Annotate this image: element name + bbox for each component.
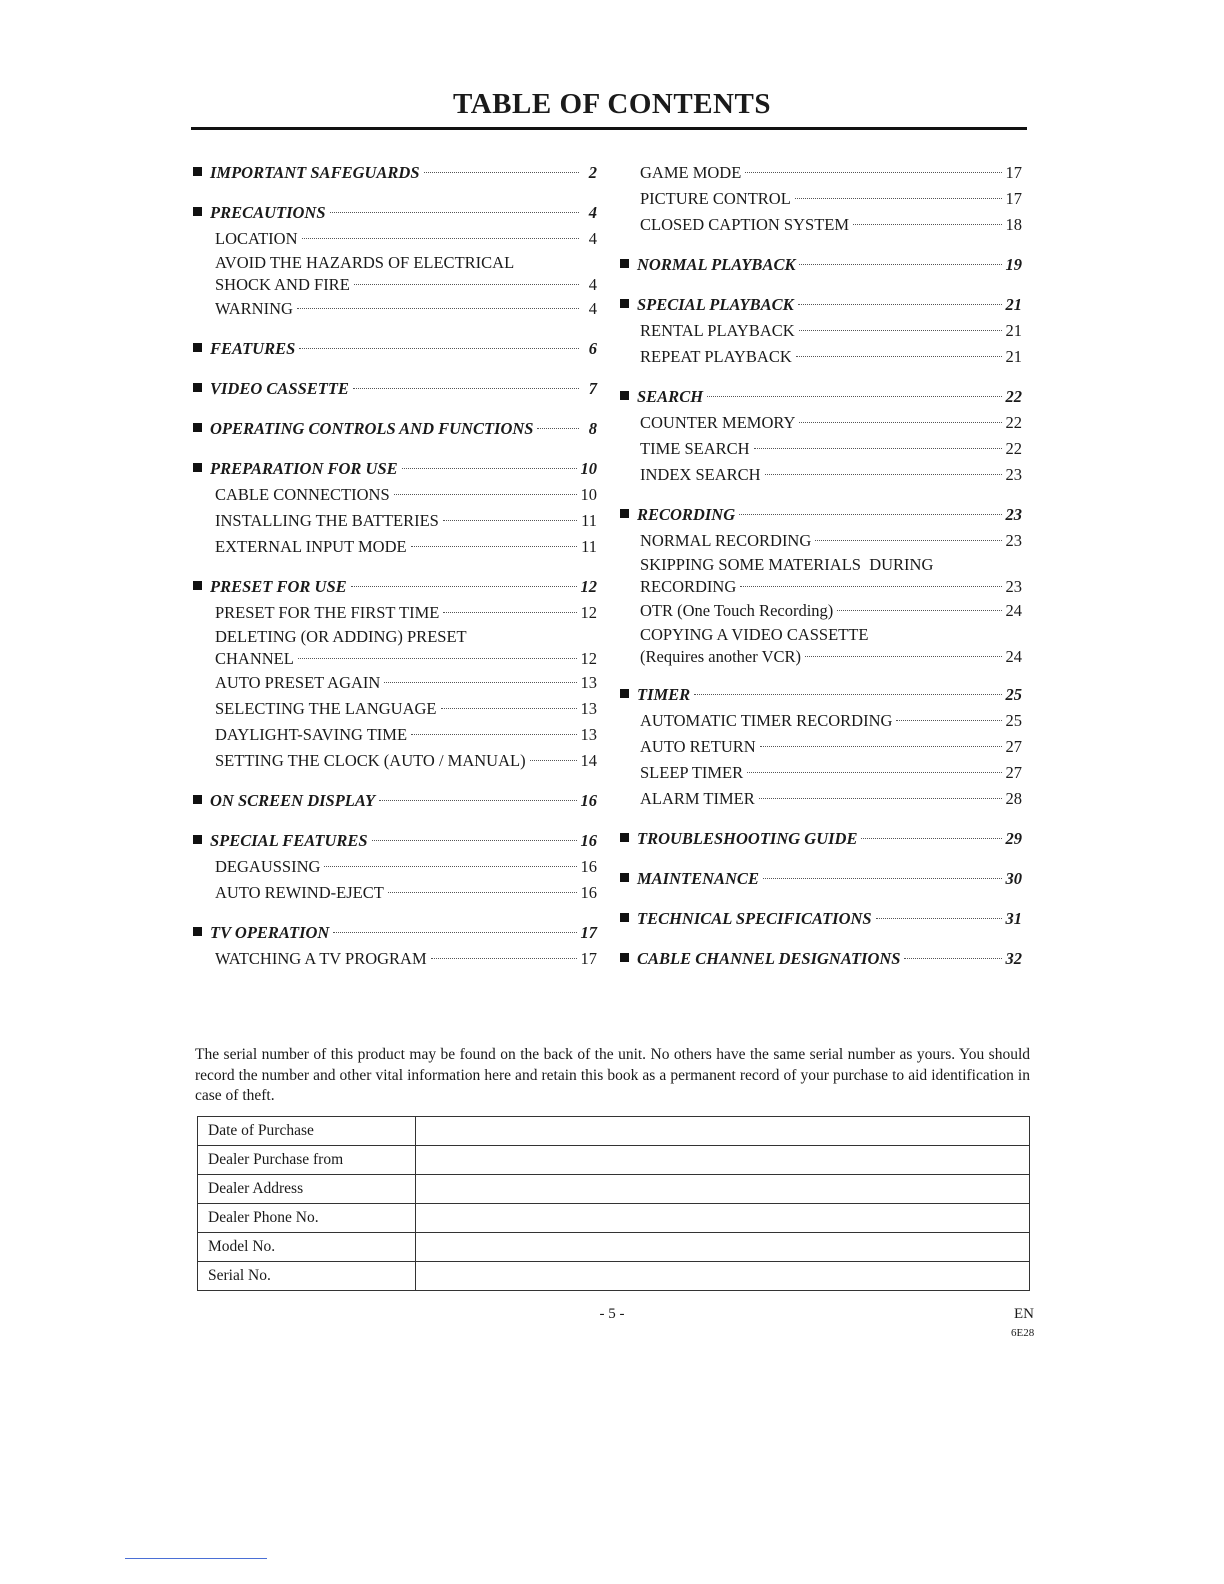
record-label: Serial No. <box>198 1262 416 1291</box>
toc-right-column <box>620 160 1022 972</box>
record-value-field[interactable] <box>416 1146 1030 1175</box>
toc-section-preset[interactable]: PRESET FOR USE 12 <box>193 574 597 600</box>
toc-item-watching-tv[interactable]: WATCHING A TV PROGRAM 17 <box>215 949 597 968</box>
toc-item-daylight-saving[interactable]: DAYLIGHT-SAVING TIME 13 <box>215 725 597 744</box>
title-rule <box>191 127 1027 130</box>
toc-section-operating-controls[interactable]: OPERATING CONTROLS AND FUNCTIONS 8 <box>193 416 597 442</box>
toc-item-counter-memory[interactable]: COUNTER MEMORY 22 <box>640 413 1022 432</box>
toc-item-external-input[interactable]: EXTERNAL INPUT MODE 11 <box>215 537 597 556</box>
square-bullet-icon <box>620 259 629 268</box>
bottom-divider <box>125 1558 267 1559</box>
toc-section-normal-playback[interactable]: NORMAL PLAYBACK 19 <box>620 252 1022 278</box>
record-value-field[interactable] <box>416 1233 1030 1262</box>
record-label: Date of Purchase <box>198 1117 416 1146</box>
language-code: EN <box>1014 1306 1034 1322</box>
toc-section-maintenance[interactable]: MAINTENANCE 30 <box>620 866 1022 892</box>
square-bullet-icon <box>193 343 202 352</box>
toc-item-location[interactable]: LOCATION 4 <box>215 229 597 248</box>
table-row <box>198 1262 1030 1291</box>
toc-section-tv-operation[interactable]: TV OPERATION 17 <box>193 920 597 946</box>
toc-item-index-search[interactable]: INDEX SEARCH 23 <box>640 465 1022 484</box>
toc-section-recording[interactable]: RECORDING 23 <box>620 502 1022 528</box>
record-label: Dealer Phone No. <box>198 1204 416 1233</box>
page-title: TABLE OF CONTENTS <box>453 88 771 120</box>
toc-section-technical-specs[interactable]: TECHNICAL SPECIFICATIONS 31 <box>620 906 1022 932</box>
square-bullet-icon <box>193 835 202 844</box>
square-bullet-icon <box>620 873 629 882</box>
table-row <box>198 1146 1030 1175</box>
purchase-record-table <box>197 1116 1030 1291</box>
toc-item-normal-recording[interactable]: NORMAL RECORDING 23 <box>640 531 1022 550</box>
toc-item-rental-playback[interactable]: RENTAL PLAYBACK 21 <box>640 321 1022 340</box>
toc-section-special-features[interactable]: SPECIAL FEATURES 16 <box>193 828 597 854</box>
toc-item-preset-first-time[interactable]: PRESET FOR THE FIRST TIME 12 <box>215 603 597 622</box>
toc-item-automatic-timer[interactable]: AUTOMATIC TIMER RECORDING 25 <box>640 711 1022 730</box>
record-label: Dealer Purchase from <box>198 1146 416 1175</box>
toc-item-auto-return[interactable]: AUTO RETURN 27 <box>640 737 1022 756</box>
toc-item-language[interactable]: SELECTING THE LANGUAGE 13 <box>215 699 597 718</box>
square-bullet-icon <box>620 833 629 842</box>
square-bullet-icon <box>193 581 202 590</box>
toc-section-timer[interactable]: TIMER 25 <box>620 682 1022 708</box>
toc-section-troubleshooting[interactable]: TROUBLESHOOTING GUIDE 29 <box>620 826 1022 852</box>
toc-section-precautions[interactable]: PRECAUTIONS 4 <box>193 200 597 226</box>
record-value-field[interactable] <box>416 1117 1030 1146</box>
square-bullet-icon <box>620 913 629 922</box>
toc-item-cable-connections[interactable]: CABLE CONNECTIONS 10 <box>215 485 597 504</box>
square-bullet-icon <box>193 795 202 804</box>
square-bullet-icon <box>193 383 202 392</box>
toc-section-features[interactable]: FEATURES 6 <box>193 336 597 362</box>
record-label: Model No. <box>198 1233 416 1262</box>
toc-item-degaussing[interactable]: DEGAUSSING 16 <box>215 857 597 876</box>
square-bullet-icon <box>620 689 629 698</box>
toc-item-auto-preset[interactable]: AUTO PRESET AGAIN 13 <box>215 673 597 692</box>
serial-number-note: The serial number of this product may be found on the back of the unit. No others have the same serial number as yours. You should record the number and other vital information here and retain this book as a permanent record of your purchase to aid identification in case of theft. <box>195 1046 1030 1104</box>
toc-item-otr[interactable]: OTR (One Touch Recording) 24 <box>640 601 1022 620</box>
toc-item-closed-caption[interactable]: CLOSED CAPTION SYSTEM 18 <box>640 215 1022 234</box>
record-value-field[interactable] <box>416 1175 1030 1204</box>
square-bullet-icon <box>193 463 202 472</box>
record-value-field[interactable] <box>416 1204 1030 1233</box>
toc-item-deleting-preset[interactable]: DELETING (OR ADDING) PRESET CHANNEL 12 <box>215 627 597 668</box>
toc-section-preparation[interactable]: PREPARATION FOR USE 10 <box>193 456 597 482</box>
toc-item-time-search[interactable]: TIME SEARCH 22 <box>640 439 1022 458</box>
toc-item-setting-clock[interactable]: SETTING THE CLOCK (AUTO / MANUAL) 14 <box>215 751 597 770</box>
toc-item-skipping-materials[interactable]: SKIPPING SOME MATERIALS DURING RECORDING 23 <box>640 555 1022 596</box>
toc-item-sleep-timer[interactable]: SLEEP TIMER 27 <box>640 763 1022 782</box>
square-bullet-icon <box>620 953 629 962</box>
toc-item-installing-batteries[interactable]: INSTALLING THE BATTERIES 11 <box>215 511 597 530</box>
toc-item-auto-rewind[interactable]: AUTO REWIND-EJECT 16 <box>215 883 597 902</box>
toc-left-column <box>193 160 597 972</box>
square-bullet-icon <box>193 927 202 936</box>
toc-item-repeat-playback[interactable]: REPEAT PLAYBACK 21 <box>640 347 1022 366</box>
toc-section-important-safeguards[interactable]: IMPORTANT SAFEGUARDS 2 <box>193 160 597 186</box>
toc-section-search[interactable]: SEARCH 22 <box>620 384 1022 410</box>
square-bullet-icon <box>193 207 202 216</box>
table-row <box>198 1117 1030 1146</box>
toc-item-alarm-timer[interactable]: ALARM TIMER 28 <box>640 789 1022 808</box>
toc-section-special-playback[interactable]: SPECIAL PLAYBACK 21 <box>620 292 1022 318</box>
toc-section-video-cassette[interactable]: VIDEO CASSETTE 7 <box>193 376 597 402</box>
record-value-field[interactable] <box>416 1262 1030 1291</box>
toc-item-copying-cassette[interactable]: COPYING A VIDEO CASSETTE (Requires another VCR) 24 <box>640 625 1022 666</box>
toc-item-warning[interactable]: WARNING 4 <box>215 299 597 318</box>
page-number: - 5 - <box>599 1306 625 1322</box>
document-code: 6E28 <box>1011 1327 1035 1339</box>
toc-section-on-screen-display[interactable]: ON SCREEN DISPLAY 16 <box>193 788 597 814</box>
square-bullet-icon <box>193 167 202 176</box>
record-label: Dealer Address <box>198 1175 416 1204</box>
toc-item-picture-control[interactable]: PICTURE CONTROL 17 <box>640 189 1022 208</box>
table-row <box>198 1233 1030 1262</box>
square-bullet-icon <box>620 509 629 518</box>
table-row <box>198 1204 1030 1233</box>
toc-item-avoid-hazards[interactable]: AVOID THE HAZARDS OF ELECTRICAL SHOCK AND FIRE 4 <box>215 253 597 294</box>
table-row <box>198 1175 1030 1204</box>
toc-section-cable-channel[interactable]: CABLE CHANNEL DESIGNATIONS 32 <box>620 946 1022 972</box>
square-bullet-icon <box>620 299 629 308</box>
square-bullet-icon <box>193 423 202 432</box>
square-bullet-icon <box>620 391 629 400</box>
toc-item-game-mode[interactable]: GAME MODE 17 <box>640 163 1022 182</box>
